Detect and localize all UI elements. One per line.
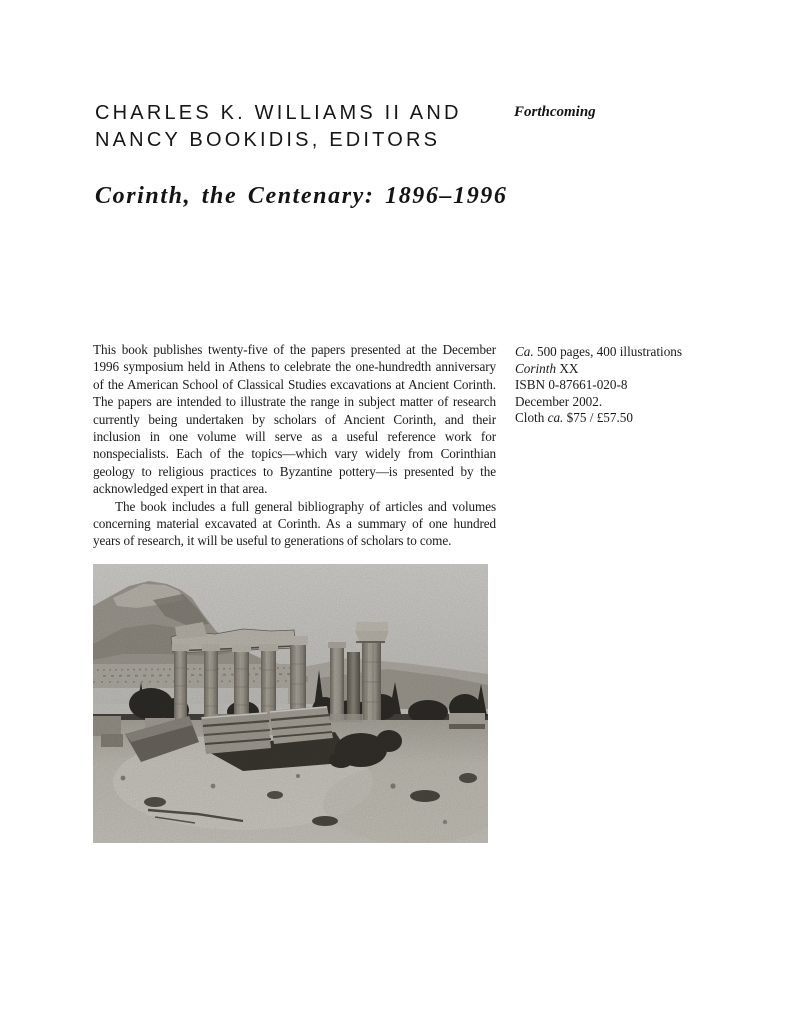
detail-line: December 2002.: [515, 393, 603, 409]
corinth-temple-photo: [93, 564, 488, 843]
detail-line: ISBN 0-87661-020-8: [515, 377, 628, 393]
book-description: [93, 341, 496, 550]
corinth-photo-illustration: [93, 564, 488, 843]
authors-line-2: NANCY BOOKIDIS, EDITORS: [95, 129, 441, 151]
book-title: Corinth, the Centenary: 1896–1996: [95, 183, 508, 209]
detail-line: Ca. 500 pages, 400 illustrations: [515, 344, 683, 359]
publication-details: [515, 344, 725, 427]
authors-line-1: CHARLES K. WILLIAMS II AND: [95, 102, 462, 124]
body-paragraph: The book includes a full general bibliography of articles and volumes concerning material excavated at Corinth. As a summary of one hundred years of research, it will be useful to generations of scholars to come.: [93, 498, 496, 549]
body-paragraph: This book publishes twenty-five of the papers presented at the December 1996 symposium held in Athens to celebrate the one-hundredth anniversary of the American School of Classical Studies excavations at Ancient Corinth. The papers are intended to illustrate the range in subject matter of research currently being undertaken by scholars of Ancient Corinth, and their inclusion in one volume will serve as a useful reference work for nonspecialists. Each of the topics—which vary widely from Corinthian geology to religious practices to Byzantine pottery—is presented by the acknowledged expert in that area.: [93, 342, 496, 497]
forthcoming-label: Forthcoming: [514, 104, 596, 120]
photo-grain: [93, 564, 488, 843]
detail-line: Cloth ca. $75 / £57.50: [515, 410, 633, 426]
detail-line: Corinth XX: [515, 360, 579, 376]
authors-heading: [95, 100, 462, 154]
